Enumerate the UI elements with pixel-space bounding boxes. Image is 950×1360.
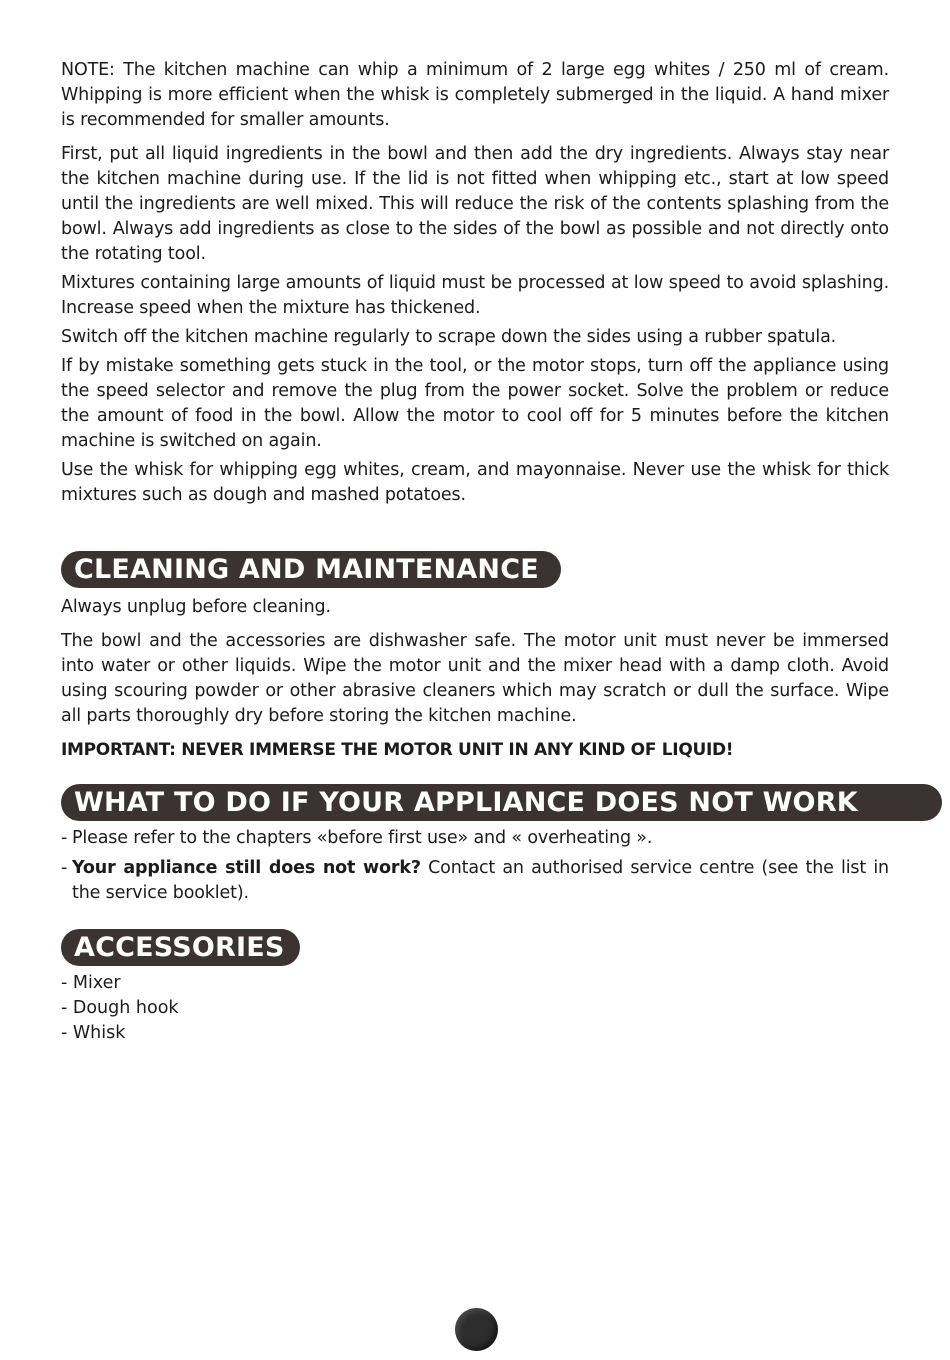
accessory-whisk: - Whisk <box>61 1023 126 1043</box>
accessories-list <box>61 971 889 1046</box>
document-page <box>61 58 889 1046</box>
motor-stops-paragraph: If by mistake something gets stuck in the tool, or the motor stops, turn off the appliance using the speed selector and remove the plug from the power socket. Solve the problem or reduce the amount of food in the bowl. Allow the motor to cool off for 5 minutes before the kitchen machine is switched on again. <box>61 356 889 451</box>
still-not-work-bold: Your appliance still does not work? <box>72 858 421 878</box>
liquid-ingredients-paragraph: First, put all liquid ingredients in the bowl and then add the dry ingredients. Always stay near the kitchen machine during use. If the lid is not fitted when whipping etc., start at low speed until the ingredients are well mixed. This will reduce the risk of the contents splashing from the bowl. Always add ingredients as close to the sides of the bowl as possible and not directly onto the rotating tool. <box>61 144 889 264</box>
low-speed-paragraph: Mixtures containing large amounts of liquid must be processed at low speed to avoid splashing. Increase speed when the mixture has thickened. <box>61 273 889 318</box>
troubleshooting-item-service <box>61 856 889 906</box>
cleaning-section-title: CLEANING AND MAINTENANCE <box>61 551 561 588</box>
note-paragraph: NOTE: The kitchen machine can whip a minimum of 2 large egg whites / 250 ml of cream. Whipping is more efficient when the whisk is completely submerged in the liquid. A hand mixer is recommended for smaller amounts. <box>61 60 889 130</box>
contact-service-text: Contact an authorised service centre (see the list in the service booklet). <box>72 858 889 903</box>
page-number-dot <box>455 1308 498 1351</box>
accessory-mixer: - Mixer <box>61 973 121 993</box>
list-dash: - <box>61 858 68 878</box>
troubleshooting-item-refer-text: Please refer to the chapters «before first use» and « overheating ». <box>72 828 653 848</box>
whisk-use-paragraph: Use the whisk for whipping egg whites, cream, and mayonnaise. Never use the whisk for thick mixtures such as dough and mashed potatoes. <box>61 460 889 505</box>
scrape-sides-paragraph: Switch off the kitchen machine regularly to scrape down the sides using a rubber spatula. <box>61 327 837 347</box>
list-dash: - <box>61 828 68 848</box>
accessory-dough-hook: - Dough hook <box>61 998 179 1018</box>
important-warning: IMPORTANT: NEVER IMMERSE THE MOTOR UNIT IN ANY KIND OF LIQUID! <box>61 740 734 760</box>
troubleshooting-section-title: WHAT TO DO IF YOUR APPLIANCE DOES NOT WORK <box>61 784 942 821</box>
accessories-section-title: ACCESSORIES <box>61 929 300 966</box>
unplug-paragraph: Always unplug before cleaning. <box>61 597 331 617</box>
troubleshooting-item-refer <box>61 826 889 851</box>
troubleshooting-item-service-text <box>72 856 889 906</box>
dishwasher-paragraph: The bowl and the accessories are dishwasher safe. The motor unit must never be immersed into water or other liquids. Wipe the motor unit and the mixer head with a damp cloth. Avoid using scouring powder or other abrasive cleaners which may scratch or dull the surface. Wipe all parts thoroughly dry before storing the kitchen machine. <box>61 631 889 726</box>
